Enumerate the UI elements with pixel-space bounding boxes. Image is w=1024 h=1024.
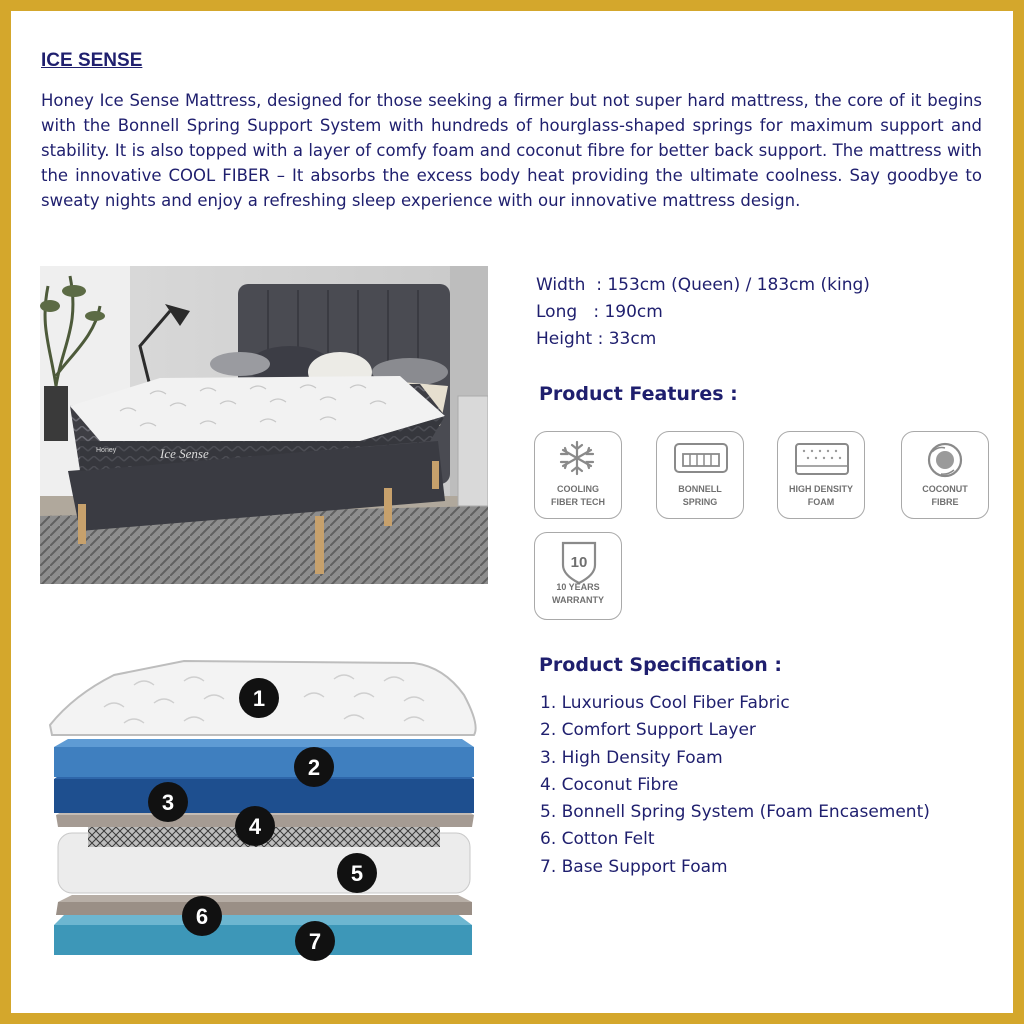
badge-label-line1: HIGH DENSITY — [788, 484, 853, 494]
list-item: 5. Bonnell Spring System (Foam Encasement) — [540, 802, 930, 823]
list-item: 6. Cotton Felt — [540, 829, 655, 850]
mattress-layers-diagram — [44, 655, 484, 965]
dimensions-block — [536, 272, 870, 353]
badge-label-line2: FOAM — [807, 497, 835, 507]
badge-label-line1: BONNELL — [678, 484, 722, 494]
layer-marker-7: 7 — [308, 929, 322, 954]
badge-cooling-fiber — [534, 431, 622, 519]
layer-marker-4: 4 — [248, 814, 262, 839]
product-title: ICE SENSE — [41, 50, 143, 71]
layer-3 — [54, 779, 474, 813]
layer-7 — [54, 925, 472, 955]
layer-marker-5: 5 — [350, 861, 364, 886]
badge-label-line1: COOLING — [557, 484, 599, 494]
layer-6 — [56, 902, 472, 915]
warranty-number: 10 — [570, 554, 588, 571]
list-item: 4. Coconut Fibre — [540, 774, 679, 795]
list-item: 2. Comfort Support Layer — [540, 720, 756, 741]
dimension-height: Height : 33cm — [536, 329, 657, 349]
badge-label-line2: WARRANTY — [552, 595, 604, 605]
product-photo — [40, 266, 488, 584]
shield-icon — [535, 533, 623, 621]
layer-marker-3: 3 — [161, 790, 175, 815]
features-heading: Product Features : — [539, 383, 738, 405]
badge-label-line2: FIBER TECH — [551, 497, 605, 507]
product-description: Honey Ice Sense Mattress, designed for those seeking a firmer but not super hard mattress, the core of it begins with the Bonnell Spring Support System with hundreds of hourglass-shaped springs for maximum support and stability. It is also topped with a layer of comfy foam and coconut fibre for better back support. The mattress with the innovative COOL FIBER – It absorbs the excess body heat providing the ultimate coolness. Say goodbye to sweaty nights and enjoy a refreshing sleep experience with our innovative mattress design. — [41, 91, 982, 210]
badge-warranty — [534, 532, 622, 620]
dimension-width: Width : 153cm (Queen) / 183cm (king) — [536, 275, 870, 295]
specification-list — [540, 690, 930, 881]
layer-marker-2: 2 — [307, 755, 321, 780]
photo-brand-label: Honey — [96, 447, 117, 454]
list-item: 3. High Density Foam — [540, 747, 723, 768]
badge-label-line1: COCONUT — [922, 484, 968, 494]
specification-heading: Product Specification : — [539, 654, 782, 676]
layer-2 — [54, 747, 474, 777]
layer-marker-1: 1 — [252, 686, 266, 711]
dimension-length: Long : 190cm — [536, 302, 663, 322]
photo-product-label: Ice Sense — [160, 446, 209, 461]
list-item: 7. Base Support Foam — [540, 856, 728, 877]
badge-label-line2: SPRING — [682, 497, 718, 507]
badge-high-density-foam — [777, 431, 865, 519]
badge-label-line1: 10 YEARS — [556, 582, 600, 592]
badge-coconut-fibre — [901, 431, 989, 519]
badge-bonnell-spring — [656, 431, 744, 519]
badge-label-line2: FIBRE — [931, 497, 959, 507]
layer-marker-6: 6 — [195, 904, 209, 929]
list-item: 1. Luxurious Cool Fiber Fabric — [540, 693, 790, 713]
